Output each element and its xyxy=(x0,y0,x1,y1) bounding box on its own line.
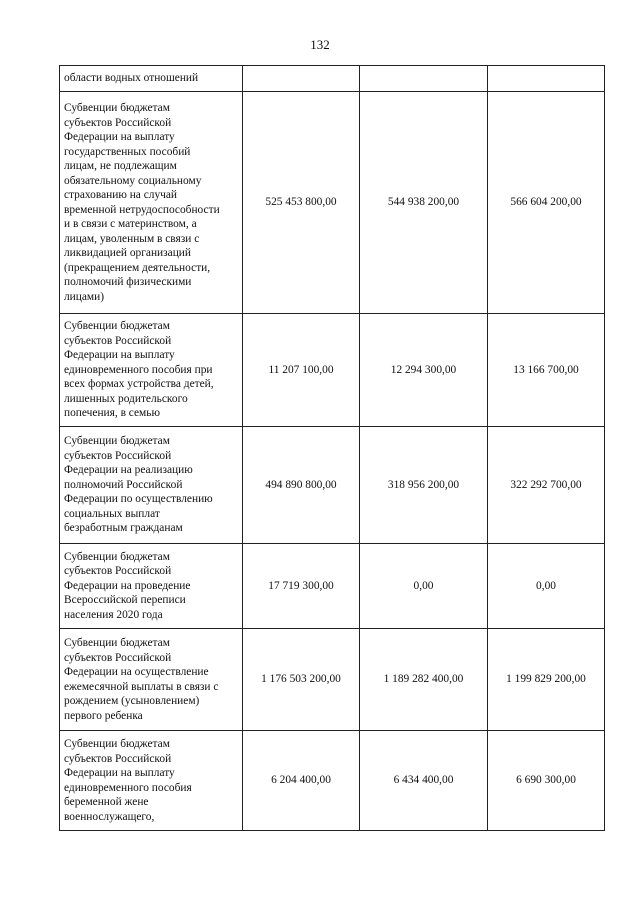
description-line: Федерации на проведение xyxy=(64,579,191,592)
description-line: лицам, уволенным в связи с xyxy=(64,232,200,245)
description-line: лишенных родительского xyxy=(64,392,188,405)
description-line: Федерации на осуществление xyxy=(64,666,209,678)
description-line: страхованию на случай xyxy=(64,189,178,201)
description-line: полномочий физическими xyxy=(64,276,192,288)
amount-year-2: 6 434 400,00 xyxy=(360,731,488,831)
description-line: Федерации на выплату xyxy=(64,767,175,779)
description-line: субъектов Российской xyxy=(64,334,172,347)
table-row xyxy=(60,66,605,92)
row-description xyxy=(60,731,243,831)
amount-year-1: 17 719 300,00 xyxy=(243,544,360,629)
amount-year-2: 318 956 200,00 xyxy=(360,427,488,544)
description-line: попечения, в семью xyxy=(64,407,160,420)
description-line: субъектов Российской xyxy=(64,752,172,765)
amount-year-3: 13 166 700,00 xyxy=(488,314,605,427)
description-line: безработным гражданам xyxy=(64,522,183,535)
table-row xyxy=(60,629,605,731)
description-line: субъектов Российской xyxy=(64,449,172,462)
description-line: военнослужащего, xyxy=(64,810,155,823)
row-description xyxy=(60,544,243,629)
amount-year-2: 0,00 xyxy=(360,544,488,629)
row-description xyxy=(60,629,243,731)
description-line: беременной жене xyxy=(64,796,149,808)
description-line: единовременного пособия при xyxy=(64,363,213,376)
subvention-table xyxy=(59,65,605,831)
amount-year-3: 6 690 300,00 xyxy=(488,731,605,831)
description-line: полномочий Российской xyxy=(64,478,183,491)
description-line: области водных отношений xyxy=(64,72,199,85)
amount-year-3: 322 292 700,00 xyxy=(488,427,605,544)
description-line: Федерации на выплату xyxy=(64,131,175,143)
description-line: ликвидацией организаций xyxy=(64,247,191,259)
description-line: Субвенции бюджетам xyxy=(64,637,170,649)
amount-year-2: 1 189 282 400,00 xyxy=(360,629,488,731)
description-line: субъектов Российской xyxy=(64,651,172,664)
description-line: Субвенции бюджетам xyxy=(64,550,170,563)
description-line: субъектов Российской xyxy=(64,116,172,129)
row-description xyxy=(60,427,243,544)
description-line: субъектов Российской xyxy=(64,565,172,578)
amount-year-1: 494 890 800,00 xyxy=(243,427,360,544)
table-row xyxy=(60,731,605,831)
description-line: (прекращением деятельности, xyxy=(64,261,211,274)
description-line: обязательному социальному xyxy=(64,174,202,187)
description-line: Субвенции бюджетам xyxy=(64,738,170,750)
row-description xyxy=(60,92,243,314)
description-line: ежемесячной выплаты в связи с xyxy=(64,680,219,693)
amount-year-3: 0,00 xyxy=(488,544,605,629)
description-line: Субвенции бюджетам xyxy=(64,102,170,114)
description-line: населения 2020 года xyxy=(64,608,163,621)
amount-year-1: 1 176 503 200,00 xyxy=(243,629,360,731)
description-line: социальных выплат xyxy=(64,507,160,520)
description-line: лицам, не подлежащим xyxy=(64,160,177,172)
table-row xyxy=(60,427,605,544)
amount-year-2 xyxy=(360,66,488,92)
amount-year-1: 11 207 100,00 xyxy=(243,314,360,427)
amount-year-1 xyxy=(243,66,360,92)
amount-year-2: 12 294 300,00 xyxy=(360,314,488,427)
description-line: единовременного пособия xyxy=(64,781,192,794)
amount-year-3: 566 604 200,00 xyxy=(488,92,605,314)
description-line: и в связи с материнством, а xyxy=(64,218,197,230)
description-line: рождением (усыновлением) xyxy=(64,695,200,707)
description-line: Субвенции бюджетам xyxy=(64,435,170,448)
description-line: Субвенции бюджетам xyxy=(64,320,170,333)
description-line: Федерации по осуществлению xyxy=(64,493,213,506)
amount-year-1: 525 453 800,00 xyxy=(243,92,360,314)
description-line: всех формах устройства детей, xyxy=(64,378,214,391)
amount-year-1: 6 204 400,00 xyxy=(243,731,360,831)
row-description xyxy=(60,314,243,427)
page-number: 132 xyxy=(310,37,330,52)
amount-year-2: 544 938 200,00 xyxy=(360,92,488,314)
description-line: государственных пособий xyxy=(64,145,191,158)
description-line: Федерации на выплату xyxy=(64,349,175,362)
description-line: Всероссийской переписи xyxy=(64,594,186,607)
description-line: первого ребенка xyxy=(64,709,143,722)
table-row xyxy=(60,314,605,427)
description-line: Федерации на реализацию xyxy=(64,464,193,477)
table-row xyxy=(60,544,605,629)
amount-year-3 xyxy=(488,66,605,92)
row-description xyxy=(60,66,243,92)
description-line: временной нетрудоспособности xyxy=(64,203,220,216)
description-line: лицами) xyxy=(64,290,105,303)
table-row xyxy=(60,92,605,314)
amount-year-3: 1 199 829 200,00 xyxy=(488,629,605,731)
